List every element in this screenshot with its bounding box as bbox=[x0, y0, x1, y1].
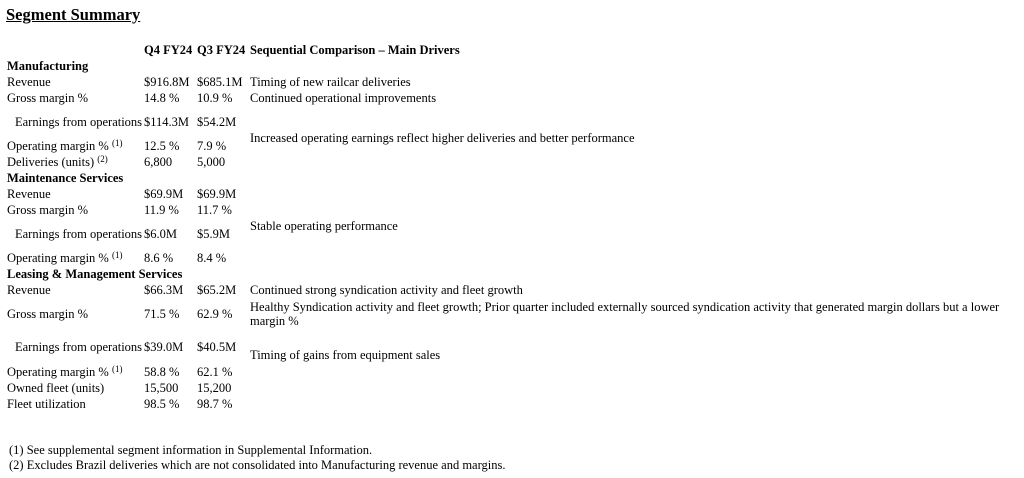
row-label: Earnings from operations bbox=[15, 227, 143, 241]
header-blank bbox=[7, 42, 144, 58]
value-q4: $39.0M bbox=[144, 340, 184, 354]
value-q4: 15,500 bbox=[144, 381, 179, 395]
row-label: Gross margin % bbox=[7, 307, 89, 321]
value-q4: $916.8M bbox=[144, 75, 190, 89]
row-label bbox=[7, 154, 144, 170]
value-q4: 6,800 bbox=[144, 155, 173, 169]
footnotes bbox=[9, 443, 505, 473]
value-q4: $6.0M bbox=[144, 227, 177, 241]
value-q3: $54.2M bbox=[197, 115, 237, 129]
value-q3: $685.1M bbox=[197, 75, 243, 89]
driver-text: Stable operating performance bbox=[250, 219, 398, 233]
driver-text: Timing of gains from equipment sales bbox=[250, 348, 441, 362]
value-q4: 71.5 % bbox=[144, 307, 180, 321]
header-q4: Q4 FY24 bbox=[144, 43, 193, 57]
page-title: Segment Summary bbox=[6, 5, 141, 24]
value-q4: 58.8 % bbox=[144, 365, 180, 379]
value-q4: $66.3M bbox=[144, 283, 184, 297]
footnote-ref: (1) bbox=[111, 364, 123, 374]
footnote-ref: (2) bbox=[97, 154, 108, 164]
footnote-ref: (1) bbox=[111, 250, 123, 260]
section-title: Manufacturing bbox=[7, 59, 89, 73]
table-row bbox=[7, 396, 1012, 412]
row-label bbox=[7, 138, 144, 154]
footnote-2: (2) Excludes Brazil deliveries which are not consolidated into Manufacturing revenue and margins. bbox=[9, 458, 506, 472]
value-q4: 98.5 % bbox=[144, 397, 180, 411]
table-row bbox=[7, 186, 1012, 202]
table-row bbox=[7, 282, 1012, 298]
driver-empty bbox=[250, 380, 1012, 396]
header-drivers: Sequential Comparison – Main Drivers bbox=[250, 43, 460, 57]
value-q3: $65.2M bbox=[197, 283, 237, 297]
value-q3: 10.9 % bbox=[197, 91, 233, 105]
segment-summary-table bbox=[7, 42, 1012, 412]
value-q4: $69.9M bbox=[144, 187, 184, 201]
driver-text: Continued operational improvements bbox=[250, 91, 437, 105]
value-q3: $5.9M bbox=[197, 227, 230, 241]
section-row-maintenance bbox=[7, 170, 1012, 186]
value-q4: 14.8 % bbox=[144, 91, 180, 105]
row-label: Fleet utilization bbox=[7, 397, 86, 411]
header-q3: Q3 FY24 bbox=[197, 43, 246, 57]
section-title: Leasing & Management Services bbox=[7, 267, 183, 281]
row-label-text: Operating margin % bbox=[7, 365, 109, 379]
table-row bbox=[7, 106, 1012, 138]
row-label: Revenue bbox=[7, 283, 51, 297]
header-row bbox=[7, 42, 1012, 58]
section-row-manufacturing bbox=[7, 58, 1012, 74]
footnote-ref: (1) bbox=[111, 138, 123, 148]
value-q3: 11.7 % bbox=[197, 203, 232, 217]
row-label-text: Deliveries (units) bbox=[7, 155, 95, 169]
row-label-text: Operating margin % bbox=[7, 139, 109, 153]
row-label: Earnings from operations bbox=[15, 115, 143, 129]
row-label-text: Operating margin % bbox=[7, 251, 109, 265]
row-label bbox=[7, 364, 144, 380]
row-label bbox=[7, 250, 144, 266]
row-label: Gross margin % bbox=[7, 203, 89, 217]
table-row bbox=[7, 298, 1012, 330]
row-label: Earnings from operations bbox=[15, 340, 143, 354]
driver-text: Continued strong syndication activity and fleet growth bbox=[250, 283, 523, 297]
value-q3: $69.9M bbox=[197, 187, 237, 201]
row-label: Gross margin % bbox=[7, 91, 89, 105]
driver-text: Increased operating earnings reflect higher deliveries and better performance bbox=[250, 131, 635, 145]
driver-text: Healthy Syndication activity and fleet growth; Prior quarter included externally sourced syndication activity that generated margin dollars but a lower margin % bbox=[250, 300, 1000, 328]
footnote-1: (1) See supplemental segment information in Supplemental Information. bbox=[9, 443, 373, 457]
value-q3: 5,000 bbox=[197, 155, 226, 169]
value-q4: 11.9 % bbox=[144, 203, 179, 217]
value-q3: $40.5M bbox=[197, 340, 237, 354]
table-row bbox=[7, 330, 1012, 364]
value-q3: 62.1 % bbox=[197, 365, 233, 379]
value-q3: 15,200 bbox=[197, 381, 232, 395]
table-row bbox=[7, 90, 1012, 106]
row-label: Owned fleet (units) bbox=[7, 381, 105, 395]
value-q3: 98.7 % bbox=[197, 397, 233, 411]
table-row bbox=[7, 74, 1012, 90]
driver-text: Timing of new railcar deliveries bbox=[250, 75, 411, 89]
row-label: Revenue bbox=[7, 75, 51, 89]
value-q3: 8.4 % bbox=[197, 251, 227, 265]
value-q3: 7.9 % bbox=[197, 139, 227, 153]
value-q3: 62.9 % bbox=[197, 307, 233, 321]
value-q4: 8.6 % bbox=[144, 251, 174, 265]
value-q4: 12.5 % bbox=[144, 139, 180, 153]
table-row bbox=[7, 380, 1012, 396]
section-row-leasing bbox=[7, 266, 1012, 282]
row-label: Revenue bbox=[7, 187, 51, 201]
driver-empty bbox=[250, 396, 1012, 412]
value-q4: $114.3M bbox=[144, 115, 190, 129]
section-title: Maintenance Services bbox=[7, 171, 124, 185]
